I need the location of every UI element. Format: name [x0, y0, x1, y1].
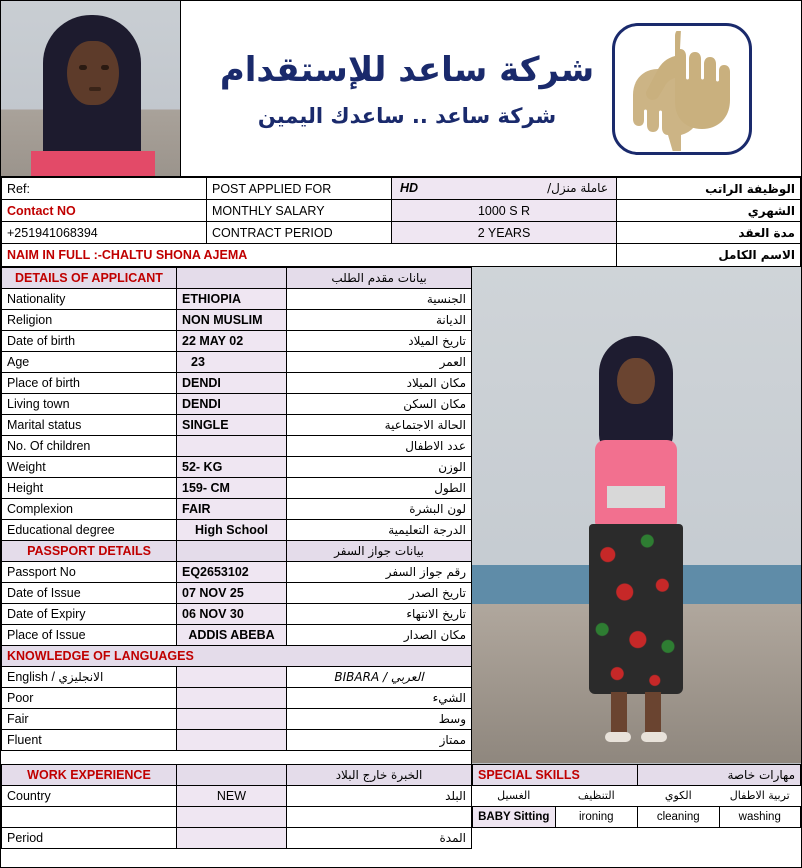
- company-branding: [181, 1, 801, 176]
- row-label-arabic: عدد الاطفال: [287, 435, 472, 456]
- row-label: Educational degree: [2, 519, 177, 540]
- row-value: 06 NOV 30: [177, 603, 287, 624]
- row-label: Age: [2, 351, 177, 372]
- row-label-arabic: وسط: [287, 708, 472, 729]
- table-row: [2, 666, 472, 687]
- row-label: Complexion: [2, 498, 177, 519]
- row-label-arabic: الدرجة التعليمية: [287, 519, 472, 540]
- row-label: No. Of children: [2, 435, 177, 456]
- skill-ironing: ironing: [555, 806, 638, 827]
- row-label: [2, 806, 177, 827]
- row-value: 23: [177, 351, 287, 372]
- language-english-value: [177, 666, 287, 687]
- headshot-illustration: [1, 1, 180, 176]
- applicant-section-spacer: [177, 267, 287, 288]
- table-row: [2, 687, 472, 708]
- post-applied-label: POST APPLIED FOR: [207, 178, 392, 200]
- section-header-row: [2, 540, 472, 561]
- table-row: [2, 330, 472, 351]
- skills-filler-3: [638, 827, 720, 848]
- company-name-arabic: شركة ساعد للإستقدام: [219, 49, 595, 90]
- row-label-arabic: لون البشرة: [287, 498, 472, 519]
- skill-washing: washing: [719, 806, 801, 827]
- row-label: Passport No: [2, 561, 177, 582]
- row-value: ADDIS ABEBA: [177, 624, 287, 645]
- applicant-figure: [577, 336, 697, 724]
- section-header-row: [2, 764, 472, 785]
- table-row: [473, 785, 801, 806]
- row-value: SINGLE: [177, 414, 287, 435]
- row-label: Place of Issue: [2, 624, 177, 645]
- table-row: [2, 288, 472, 309]
- section-header-row: [2, 267, 472, 288]
- document-header: [1, 1, 801, 177]
- table-row: [2, 827, 472, 848]
- full-name-row: [1, 244, 801, 267]
- row-label-arabic: الديانة: [287, 309, 472, 330]
- bottom-section: [1, 764, 801, 849]
- row-label-arabic: تاريخ الانتهاء: [287, 603, 472, 624]
- row-value: [177, 729, 287, 750]
- language-english-text: English /: [7, 669, 55, 684]
- row-label-arabic: رقم جواز السفر: [287, 561, 472, 582]
- post-applied-value: HD: [400, 181, 419, 195]
- work-section-title-arabic: الخبرة خارج البلاد: [287, 764, 472, 785]
- row-label-arabic: الحالة الاجتماعية: [287, 414, 472, 435]
- table-row: [2, 351, 472, 372]
- table-row: [473, 827, 801, 848]
- passport-section-spacer: [177, 540, 287, 561]
- row-value: NON MUSLIM: [177, 309, 287, 330]
- applicant-details-table: [1, 267, 472, 751]
- row-value: FAIR: [177, 498, 287, 519]
- table-row: [2, 309, 472, 330]
- row-label: Weight: [2, 456, 177, 477]
- table-row: [2, 498, 472, 519]
- row-label: Country: [2, 785, 177, 806]
- language-english-label: [2, 666, 177, 687]
- table-row: [2, 519, 472, 540]
- work-section-spacer: [177, 764, 287, 785]
- row-value: EQ2653102: [177, 561, 287, 582]
- full-body-photo-illustration: [472, 267, 801, 764]
- main-content: [1, 267, 801, 764]
- table-row: [2, 244, 801, 266]
- work-section-title: WORK EXPERIENCE: [2, 764, 177, 785]
- row-value: [177, 827, 287, 848]
- row-label-arabic: الوزن: [287, 456, 472, 477]
- row-label: Place of birth: [2, 372, 177, 393]
- row-value: 52- KG: [177, 456, 287, 477]
- ref-label: Ref:: [2, 178, 207, 200]
- special-skills-table: [472, 764, 801, 849]
- row-label-arabic: تاريخ الميلاد: [287, 330, 472, 351]
- post-details-table: [1, 177, 801, 244]
- table-row: [2, 222, 801, 244]
- hands-logo-svg: [622, 31, 742, 151]
- row-label: Marital status: [2, 414, 177, 435]
- row-label-arabic: تاريخ الصدر: [287, 582, 472, 603]
- table-row: [2, 435, 472, 456]
- language-arabic-label: العربي / BIBARA: [287, 666, 472, 687]
- row-label-arabic: الشيء: [287, 687, 472, 708]
- post-applied-label-arabic: الوظيفة الراتب: [617, 178, 801, 200]
- left-column: [1, 267, 471, 764]
- section-header-row: [2, 645, 472, 666]
- table-row: [2, 393, 472, 414]
- language-english-label-arabic: الانجليزي: [58, 669, 104, 684]
- company-tagline-arabic: شركة ساعد .. ساعدك اليمين: [257, 103, 557, 128]
- row-value: [177, 435, 287, 456]
- applicant-section-title: DETAILS OF APPLICANT: [2, 267, 177, 288]
- monthly-salary-value: 1000 S R: [392, 200, 617, 222]
- row-value: 22 MAY 02: [177, 330, 287, 351]
- row-label: Religion: [2, 309, 177, 330]
- skill-arabic-ironing: الكوي: [638, 785, 720, 806]
- table-row: [2, 624, 472, 645]
- skills-filler-1: [473, 827, 556, 848]
- row-label-arabic: مكان السكن: [287, 393, 472, 414]
- row-value: ETHIOPIA: [177, 288, 287, 309]
- contract-period-value: 2 YEARS: [392, 222, 617, 244]
- full-name-label: NAIM IN FULL :-CHALTU SHONA AJEMA: [2, 244, 617, 266]
- table-row: [2, 178, 801, 200]
- post-applied-value-arabic: عاملة منزل/: [547, 181, 608, 195]
- row-label: Fair: [2, 708, 177, 729]
- table-row: [2, 806, 472, 827]
- table-row: [2, 582, 472, 603]
- row-label: Period: [2, 827, 177, 848]
- row-value: [177, 806, 287, 827]
- row-label: Living town: [2, 393, 177, 414]
- row-label: Fluent: [2, 729, 177, 750]
- row-value: 159- CM: [177, 477, 287, 498]
- skill-arabic-washing: الغسيل: [473, 785, 556, 806]
- row-label-arabic: الجنسية: [287, 288, 472, 309]
- row-label-arabic: المدة: [287, 827, 472, 848]
- contract-period-label-arabic: مدة العقد: [617, 222, 801, 244]
- monthly-salary-label: MONTHLY SALARY: [207, 200, 392, 222]
- row-label: Date of birth: [2, 330, 177, 351]
- applicant-section-title-arabic: بيانات مقدم الطلب: [287, 267, 472, 288]
- skills-filler-2: [555, 827, 638, 848]
- row-label: Date of Expiry: [2, 603, 177, 624]
- row-spacer: [287, 806, 472, 827]
- skill-arabic-babysitting: تربية الاطفال: [719, 785, 801, 806]
- contact-label: Contact NO: [2, 200, 207, 222]
- row-value: NEW: [177, 785, 287, 806]
- full-name-label-arabic: الاسم الكامل: [617, 244, 801, 266]
- table-row: [2, 785, 472, 806]
- contact-value: +251941068394: [2, 222, 207, 244]
- row-value: High School: [177, 519, 287, 540]
- passport-section-title: PASSPORT DETAILS: [2, 540, 177, 561]
- applicant-headshot-photo: [1, 1, 181, 176]
- table-row: [2, 729, 472, 750]
- row-value: DENDI: [177, 393, 287, 414]
- row-label-arabic: مكان الميلاد: [287, 372, 472, 393]
- row-label-arabic: البلد: [287, 785, 472, 806]
- skills-filler-4: [719, 827, 801, 848]
- row-label-arabic: الطول: [287, 477, 472, 498]
- row-value: [177, 708, 287, 729]
- contract-period-label: CONTRACT PERIOD: [207, 222, 392, 244]
- table-row: [473, 806, 801, 827]
- row-value: 07 NOV 25: [177, 582, 287, 603]
- skills-section-title: SPECIAL SKILLS: [473, 764, 638, 785]
- table-row: [2, 561, 472, 582]
- skills-section-title-arabic: مهارات خاصة: [638, 764, 801, 785]
- table-row: [2, 414, 472, 435]
- row-label: Date of Issue: [2, 582, 177, 603]
- full-body-photo: [471, 267, 801, 764]
- hands-logo-icon: [612, 23, 752, 155]
- row-label: Poor: [2, 687, 177, 708]
- table-row: [2, 200, 801, 222]
- table-row: [2, 372, 472, 393]
- row-label: Nationality: [2, 288, 177, 309]
- skill-cleaning: cleaning: [638, 806, 720, 827]
- row-label-arabic: العمر: [287, 351, 472, 372]
- row-value: DENDI: [177, 372, 287, 393]
- skill-arabic-cleaning: التنظيف: [555, 785, 638, 806]
- row-label-arabic: ممتاز: [287, 729, 472, 750]
- section-header-row: [473, 764, 801, 785]
- table-row: [2, 708, 472, 729]
- row-label-arabic: مكان الصدار: [287, 624, 472, 645]
- table-row: [2, 456, 472, 477]
- row-value: [177, 687, 287, 708]
- skill-baby-sitting: BABY Sitting: [473, 806, 556, 827]
- passport-section-title-arabic: بيانات جواز السفر: [287, 540, 472, 561]
- languages-section-title: KNOWLEDGE OF LANGUAGES: [2, 645, 472, 666]
- monthly-salary-label-arabic: الشهري: [617, 200, 801, 222]
- table-row: [2, 477, 472, 498]
- table-row: [2, 603, 472, 624]
- row-label: Height: [2, 477, 177, 498]
- post-applied-value-cell: [392, 178, 617, 200]
- work-experience-table: [1, 764, 472, 849]
